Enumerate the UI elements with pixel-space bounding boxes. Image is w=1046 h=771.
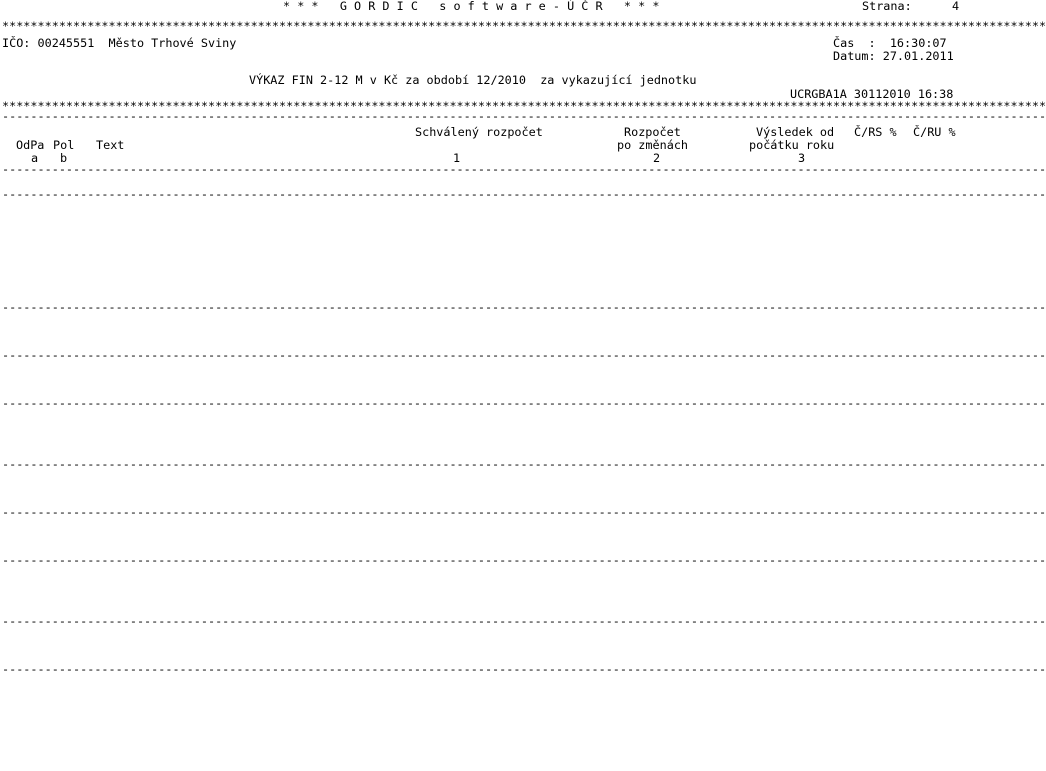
dash-separator: --------------------------------------------------------------------------------------------------------------------------------------------------- [2, 614, 1046, 628]
dash-separator: --------------------------------------------------------------------------------------------------------------------------------------------------- [2, 187, 1046, 201]
dash-separator: --------------------------------------------------------------------------------------------------------------------------------------------------- [2, 505, 1046, 519]
col-rs-percent-header: Č/RS % [854, 125, 897, 139]
col-ru-percent-header: Č/RU % [913, 125, 956, 139]
dash-separator: --------------------------------------------------------------------------------------------------------------------------------------------------- [2, 457, 1046, 471]
col-approved-budget-header: Schválený rozpočet [415, 125, 543, 139]
dash-separator: --------------------------------------------------------------------------------------------------------------------------------------------------- [2, 162, 1046, 176]
col-odpa-header: OdPa [16, 138, 45, 152]
dash-separator: --------------------------------------------------------------------------------------------------------------------------------------------------- [2, 662, 1046, 676]
col-text-header: Text [96, 138, 125, 152]
col-2-label: 2 [653, 151, 661, 165]
time-label: Čas : 16:30:07 [833, 36, 947, 50]
dash-separator: --------------------------------------------------------------------------------------------------------------------------------------------------- [2, 300, 1046, 314]
report-title: VÝKAZ FIN 2-12 M v Kč za období 12/2010 za vykazující jednotku [249, 73, 697, 87]
col-pol-header: Pol [53, 138, 75, 152]
col-budget-header: Rozpočet [624, 125, 681, 139]
dash-separator: --------------------------------------------------------------------------------------------------------------------------------------------------- [2, 553, 1046, 567]
star-separator: *************************************************************************************************************************************************** [2, 99, 1046, 113]
dash-separator: --------------------------------------------------------------------------------------------------------------------------------------------------- [2, 396, 1046, 410]
col-a-label: a [31, 151, 39, 165]
organization-id: IČO: 00245551 Město Trhové Sviny [2, 36, 237, 50]
col-result-header-2: počátku roku [749, 138, 835, 152]
col-b-label: b [60, 151, 68, 165]
date-label: Datum: 27.01.2011 [833, 49, 954, 63]
page-label: Strana: [862, 0, 912, 13]
software-title: * * * G O R D I C s o f t w a r e - Ú Č R * * * [283, 0, 660, 13]
col-result-header: Výsledek od [756, 125, 835, 139]
page-number: 4 [952, 0, 960, 13]
col-3-label: 3 [798, 151, 806, 165]
report-code: UCRGBA1A 30112010 16:38 [790, 87, 954, 101]
col-1-label: 1 [453, 151, 461, 165]
star-separator: *************************************************************************************************************************************************** [2, 19, 1046, 33]
col-budget-header-2: po změnách [617, 138, 689, 152]
dash-separator: --------------------------------------------------------------------------------------------------------------------------------------------------- [2, 109, 1046, 123]
dash-separator: --------------------------------------------------------------------------------------------------------------------------------------------------- [2, 348, 1046, 362]
